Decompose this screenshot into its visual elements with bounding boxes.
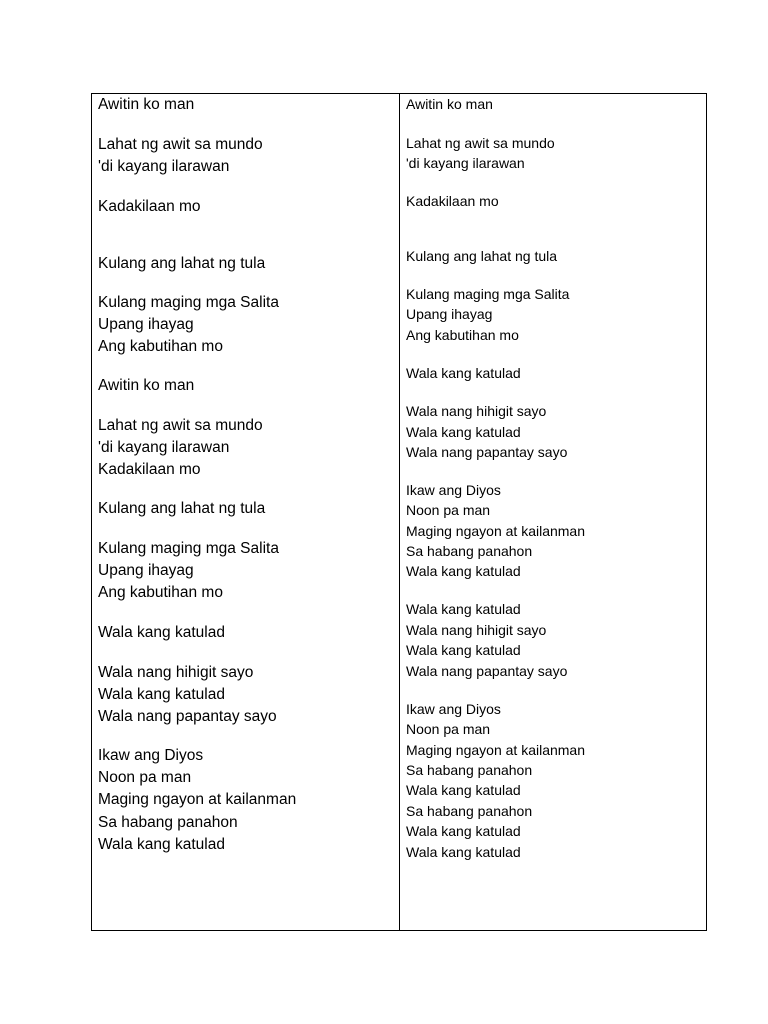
right-line: Awitin ko man [406, 96, 493, 112]
right-line: Lahat ng awit sa mundo [406, 135, 555, 151]
right-line: Sa habang panahon [406, 803, 533, 819]
right-line: Wala nang hihigit sayo [406, 622, 547, 638]
column-divider [399, 93, 400, 931]
left-line: Wala nang papantay sayo [98, 708, 277, 725]
right-line: Kulang maging mga Salita [406, 286, 570, 302]
left-line: Kadakilaan mo [98, 461, 201, 478]
left-line: Wala kang katulad [98, 836, 225, 853]
left-line: Kadakilaan mo [98, 198, 201, 215]
right-line: Maging ngayon at kailanman [406, 523, 586, 539]
right-line: Wala kang katulad [406, 844, 521, 860]
right-line: Noon pa man [406, 721, 491, 737]
left-line: Ang kabutihan mo [98, 584, 223, 601]
left-line: Wala kang katulad [98, 624, 225, 641]
left-line: Wala nang hihigit sayo [98, 664, 254, 681]
left-line: Awitin ko man [98, 377, 195, 394]
right-line: Wala kang katulad [406, 365, 521, 381]
left-line: Maging ngayon at kailanman [98, 791, 297, 808]
left-line: Lahat ng awit sa mundo [98, 417, 263, 434]
right-line: Wala kang katulad [406, 424, 521, 440]
right-line: Kadakilaan mo [406, 193, 499, 209]
right-line: Noon pa man [406, 502, 491, 518]
right-line: Wala kang katulad [406, 823, 521, 839]
left-line: Noon pa man [98, 769, 192, 786]
right-line: Ikaw ang Diyos [406, 701, 501, 717]
left-line: Upang ihayag [98, 562, 194, 579]
right-line: Ang kabutihan mo [406, 327, 519, 343]
left-line: Sa habang panahon [98, 814, 238, 831]
right-line: Wala nang hihigit sayo [406, 403, 547, 419]
right-line: Wala nang papantay sayo [406, 663, 568, 679]
left-line: Awitin ko man [98, 96, 195, 113]
left-line: Wala kang katulad [98, 686, 225, 703]
left-line: Kulang ang lahat ng tula [98, 255, 266, 272]
right-line: 'di kayang ilarawan [406, 155, 525, 171]
right-line: Wala kang katulad [406, 563, 521, 579]
left-line: Upang ihayag [98, 316, 194, 333]
right-line: Upang ihayag [406, 306, 493, 322]
left-line: 'di kayang ilarawan [98, 439, 230, 456]
left-line: Ikaw ang Diyos [98, 747, 204, 764]
left-line: Kulang ang lahat ng tula [98, 500, 266, 517]
right-line: Wala kang katulad [406, 782, 521, 798]
right-line: Wala nang papantay sayo [406, 444, 568, 460]
right-line: Maging ngayon at kailanman [406, 742, 586, 758]
left-line: Kulang maging mga Salita [98, 294, 279, 311]
right-line: Kulang ang lahat ng tula [406, 248, 558, 264]
left-line: Lahat ng awit sa mundo [98, 136, 263, 153]
right-line: Ikaw ang Diyos [406, 482, 501, 498]
left-line: 'di kayang ilarawan [98, 158, 230, 175]
right-line: Wala kang katulad [406, 601, 521, 617]
left-line: Ang kabutihan mo [98, 338, 223, 355]
left-line: Kulang maging mga Salita [98, 540, 279, 557]
right-line: Wala kang katulad [406, 642, 521, 658]
right-line: Sa habang panahon [406, 543, 533, 559]
right-line: Sa habang panahon [406, 762, 533, 778]
